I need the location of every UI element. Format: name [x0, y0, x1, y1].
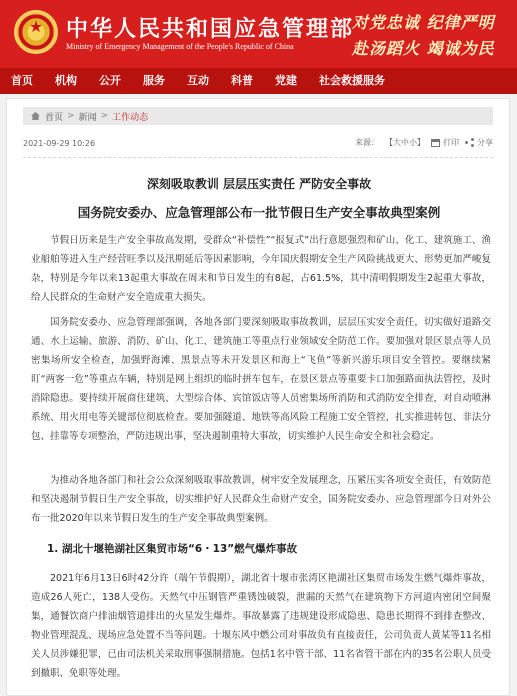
- article-tools: [355, 137, 493, 148]
- slogan-line-1: 对党忠诚 纪律严明: [352, 13, 495, 32]
- breadcrumb-separator: >: [67, 111, 75, 121]
- nav-item-party[interactable]: 党建: [275, 74, 297, 87]
- section-heading: 1. 湖北十堰艳湖社区集贸市场“6・13”燃气爆炸事故: [47, 543, 298, 555]
- national-emblem-icon[interactable]: ★: [14, 10, 58, 54]
- breadcrumb-current[interactable]: 工作动态: [112, 112, 149, 123]
- article-paragraph-1: 节假日历来是生产安全事故高发期，受群众“补偿性”“报复式”出行意愿强烈和矿山、化工、建筑施工、渔业船舶等进入生产经营旺季以及汛期延后等因素影响，今年国庆假期安全生产风险挑战更大、形势更加严峻复杂，特别是今年以来13起重大事故在周末和节日发生的有8起，占61.5%，其中清明假期发生2起重大事故，给人民群众的生命财产安全造成重大损失。: [31, 235, 491, 303]
- article-title-line-1: 深刻吸取教训 层层压实责任 严防安全事故: [146, 177, 372, 191]
- print-button[interactable]: [431, 137, 459, 148]
- site-subtitle: Ministry of Emergency Management of the People's Republic of China: [66, 42, 294, 51]
- article-paragraph-3: 为推动各地各部门和社会公众深刻吸取事故教训，树牢安全发展理念，压紧压实各项安全责任，有效防范和坚决遏制节假日生产安全事故，切实维护好人民群众生命财产安全，国务院安委办、应急管理部今日对外公布一批2020年以来节假日发生的生产安全事故典型案例。: [31, 475, 491, 524]
- breadcrumb-separator: >: [100, 111, 109, 121]
- article-paragraph-2: 国务院安委办、应急管理部强调，各地各部门要深刻吸取事故教训，层层压实安全责任，切实做好道路交通、水上运输、旅游、消防、矿山、化工、建筑施工等重点行业领域安全防范工作。要加强对景区景点等人员密集场所安全检查，加强野海滩、黑景点等未开发景区和海上“飞鱼”等新兴游乐项目安全管控。要继续紧盯“两客一危”等重点车辆，特别是网上组织的临时拼车包车，在景区景点等重要卡口加强路面执法管控，及时消除隐患。要持续开展商住建筑、大型综合体、宾馆饭店等人员密集场所消防和式消防安全排查，对自动喷淋系统、用火用电等关键部位彻底检查。要加强隧道、地铁等高风险工程施工安全管控，扎实推进转包、非法分包、挂靠等专项整治，严防违规出事，坚决遏制重特大事故，切实维护人民生命安全和社会稳定。: [31, 317, 491, 442]
- publish-date: 2021-09-29 10:26: [23, 139, 96, 148]
- home-icon: [31, 112, 40, 120]
- nav-item-science[interactable]: 科普: [231, 74, 253, 87]
- source-label: 来源：: [355, 138, 379, 147]
- print-icon: [431, 139, 440, 147]
- breadcrumb: [23, 107, 493, 125]
- meta-divider: [23, 157, 493, 158]
- article-paragraph-4: 2021年6月13日6时42分许（端午节假期），湖北省十堰市张湾区艳湖社区集贸市场发生燃气爆炸事故，造成26人死亡，138人受伤。天然气中压钢管严重锈蚀破裂，泄漏的天然气在建筑物下方河道内密闭空间聚集，通餐饮商户排油烟管道排出的火星发生爆炸。事故暴露了违规建设形成隐患、隐患长期得不到排查整改、物业管理混乱、现场应急处置不当等问题。十堰东风中燃公司对事故负有直接责任，公司负责人黄某等11名相关人员涉嫌犯罪，已由司法机关采取刑事强制措施。包括1名中管干部、11名省管干部在内的35名公职人员受到撤职、免职等处理。: [31, 573, 491, 679]
- nav-item-organization[interactable]: 机构: [55, 74, 77, 87]
- font-size-switcher[interactable]: 【大中小】: [385, 138, 425, 147]
- nav-item-interaction[interactable]: 互动: [187, 74, 209, 87]
- site-header: [0, 0, 517, 68]
- print-label: 打印: [443, 138, 459, 147]
- nav-item-services[interactable]: 服务: [143, 74, 165, 87]
- article-title-line-2: 国务院安委办、应急管理部公布一批节假日生产安全事故典型案例: [77, 205, 441, 220]
- nav-item-rescue[interactable]: 社会救援服务: [319, 74, 385, 87]
- main-nav: [0, 68, 517, 94]
- share-icon: [465, 138, 474, 147]
- article-meta: [23, 137, 493, 151]
- article-card: [6, 98, 510, 696]
- breadcrumb-news[interactable]: 新闻: [78, 112, 97, 123]
- site-title[interactable]: 中华人民共和国应急管理部: [66, 17, 355, 42]
- slogan-line-2: 赴汤蹈火 竭诚为民: [352, 39, 495, 58]
- breadcrumb-home[interactable]: 首页: [45, 112, 64, 123]
- share-label: 分享: [477, 138, 493, 147]
- nav-item-public[interactable]: 公开: [99, 74, 121, 87]
- nav-item-home[interactable]: 首页: [11, 74, 33, 87]
- share-button[interactable]: [465, 137, 493, 148]
